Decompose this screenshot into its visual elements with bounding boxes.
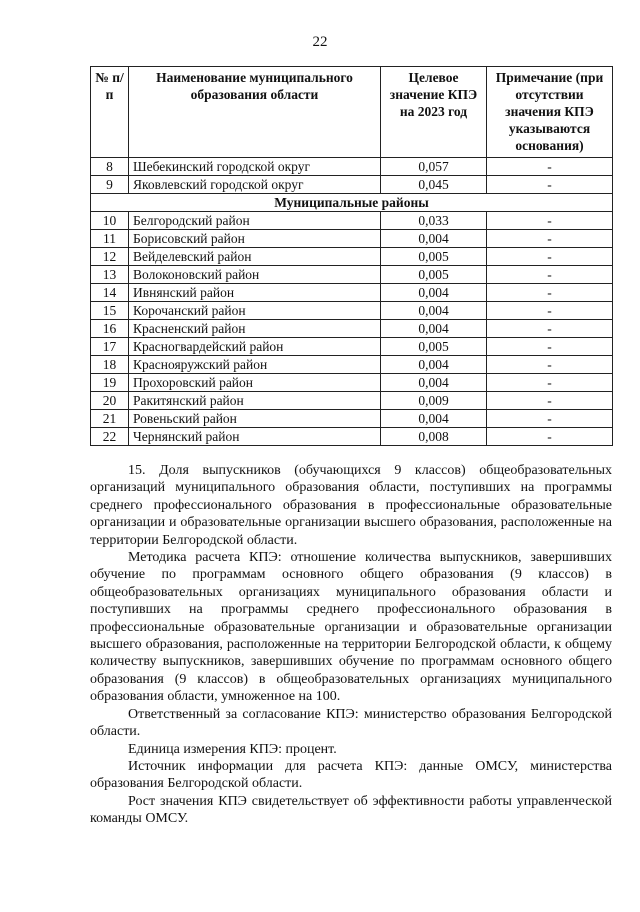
row-note: - (487, 266, 613, 284)
paragraph: Ответственный за согласование КПЭ: министерство образования Белгородской области. (90, 706, 612, 740)
row-name: Ивнянский район (129, 284, 381, 302)
table-row (91, 374, 613, 392)
table-row (91, 212, 613, 230)
paragraph: 15. Доля выпускников (обучающихся 9 классов) общеобразовательных организаций муниципального образования области, поступивших на программы среднего профессионального образования в профессиональные образовательные организации и образовательные организации высшего образования, расположенные на территории Белгородской области. (90, 463, 612, 548)
row-value: 0,004 (381, 320, 487, 338)
row-note: - (487, 284, 613, 302)
row-value: 0,009 (381, 392, 487, 410)
section-title: Муниципальные районы (91, 194, 613, 212)
row-name: Ровеньский район (129, 410, 381, 428)
header-note: Примечание (при отсутствии значения КПЭ указываются основания) (487, 67, 613, 158)
table-row (91, 392, 613, 410)
row-num: 12 (91, 248, 129, 266)
row-num: 11 (91, 230, 129, 248)
row-note: - (487, 338, 613, 356)
row-value: 0,004 (381, 356, 487, 374)
paragraph: Единица измерения КПЭ: процент. (128, 741, 337, 757)
row-name: Яковлевский городской округ (129, 176, 381, 194)
row-num: 19 (91, 374, 129, 392)
row-note: - (487, 248, 613, 266)
table-header-row (91, 67, 613, 158)
row-name: Ракитянский район (129, 392, 381, 410)
table-row (91, 428, 613, 446)
row-note: - (487, 356, 613, 374)
row-note: - (487, 230, 613, 248)
row-note: - (487, 428, 613, 446)
row-num: 9 (91, 176, 129, 194)
table-row (91, 284, 613, 302)
header-name: Наименование муниципального образования области (129, 67, 381, 158)
header-num: № п/п (91, 67, 129, 158)
header-value: Целевое значение КПЭ на 2023 год (381, 67, 487, 158)
row-value: 0,033 (381, 212, 487, 230)
row-note: - (487, 392, 613, 410)
row-value: 0,004 (381, 230, 487, 248)
page-number: 22 (312, 34, 328, 50)
row-name: Красненский район (129, 320, 381, 338)
row-value: 0,005 (381, 338, 487, 356)
body-text (90, 462, 612, 828)
row-value: 0,004 (381, 302, 487, 320)
row-value: 0,057 (381, 158, 487, 176)
row-name: Белгородский район (129, 212, 381, 230)
row-value: 0,004 (381, 410, 487, 428)
section-row (91, 194, 613, 212)
row-num: 13 (91, 266, 129, 284)
row-name: Борисовский район (129, 230, 381, 248)
row-name: Краснояружский район (129, 356, 381, 374)
table-row (91, 356, 613, 374)
table-row (91, 302, 613, 320)
row-num: 10 (91, 212, 129, 230)
row-note: - (487, 158, 613, 176)
table-row (91, 248, 613, 266)
row-note: - (487, 212, 613, 230)
paragraph: Рост значения КПЭ свидетельствует об эффективности работы управленческой команды ОМСУ. (90, 793, 612, 827)
row-note: - (487, 176, 613, 194)
row-name: Красногвардейский район (129, 338, 381, 356)
row-name: Вейделевский район (129, 248, 381, 266)
table-row (91, 266, 613, 284)
paragraph: Источник информации для расчета КПЭ: данные ОМСУ, министерства образования Белгородской области. (90, 758, 612, 792)
row-value: 0,045 (381, 176, 487, 194)
table-row (91, 176, 613, 194)
row-name: Волоконовский район (129, 266, 381, 284)
row-note: - (487, 302, 613, 320)
row-num: 14 (91, 284, 129, 302)
row-value: 0,008 (381, 428, 487, 446)
row-num: 21 (91, 410, 129, 428)
row-note: - (487, 374, 613, 392)
row-num: 17 (91, 338, 129, 356)
row-num: 18 (91, 356, 129, 374)
row-num: 15 (91, 302, 129, 320)
row-note: - (487, 320, 613, 338)
table-row (91, 338, 613, 356)
row-note: - (487, 410, 613, 428)
table-row (91, 320, 613, 338)
paragraph: Методика расчета КПЭ: отношение количества выпускников, завершивших обучение по программам основного общего образования (9 классов) в общеобразовательных организациях муниципального образования области и поступивших на программы среднего профессионального образования в профессиональные образовательные организации и образовательные организации высшего образования, расположенные на территории Белгородской области, к общему количеству выпускников, завершивших обучение по программам основного общего образования (9 классов) в общеобразовательных организациях муниципального образования области, умноженное на 100. (90, 550, 612, 705)
row-value: 0,004 (381, 284, 487, 302)
row-name: Корочанский район (129, 302, 381, 320)
row-value: 0,005 (381, 266, 487, 284)
row-name: Чернянский район (129, 428, 381, 446)
row-num: 22 (91, 428, 129, 446)
row-name: Шебекинский городской округ (129, 158, 381, 176)
row-value: 0,004 (381, 374, 487, 392)
row-value: 0,005 (381, 248, 487, 266)
table-row (91, 158, 613, 176)
table-row (91, 230, 613, 248)
row-name: Прохоровский район (129, 374, 381, 392)
table-row (91, 410, 613, 428)
row-num: 8 (91, 158, 129, 176)
row-num: 16 (91, 320, 129, 338)
kpe-table (90, 66, 613, 446)
row-num: 20 (91, 392, 129, 410)
